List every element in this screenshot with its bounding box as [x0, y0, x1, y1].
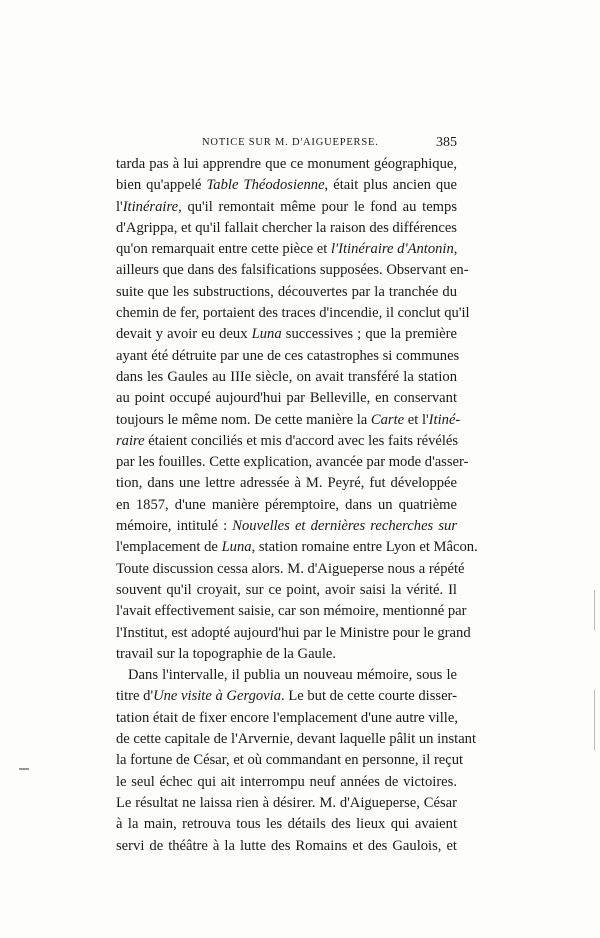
text-line: Toute discussion cessa alors. M. d'Aigueperse nous a répété: [116, 560, 465, 577]
text-line: Dans l'intervalle, il publia un nouveau mémoire, sous le: [128, 667, 457, 684]
text-line: dans les Gaules au IIIe siècle, on avait transféré la station: [116, 368, 457, 385]
running-title: NOTICE SUR M. D'AIGUEPERSE.: [202, 137, 379, 148]
text-line: ayant été détruite par une de ces catastrophes si communes: [116, 347, 460, 364]
text-line: tation était de fixer encore l'emplacement d'une autre ville,: [116, 709, 458, 726]
text-line: le seul échec qui ait interrompu neuf années de victoires.: [116, 773, 457, 790]
text-line: en 1857, d'une manière péremptoire, dans un quatrième: [116, 496, 457, 513]
text-line: ailleurs que dans des falsifications supposées. Observant en-: [116, 262, 469, 279]
text-line: l'emplacement de Luna, station romaine entre Lyon et Mâcon.: [116, 539, 478, 556]
page-number: 385: [436, 135, 457, 150]
text-line: Le résultat ne laissa rien à désirer. M. d'Aigueperse, César: [116, 794, 457, 811]
text-line: qu'on remarquait entre cette pièce et l'Itinéraire d'Antonin,: [116, 241, 458, 258]
text-line: l'avait effectivement saisie, car son mémoire, mentionné par: [116, 603, 467, 620]
body-text: [116, 154, 478, 857]
text-line: travail sur la topographie de la Gaule.: [116, 645, 337, 662]
running-head: [116, 137, 457, 153]
text-line: toujours le même nom. De cette manière la Carte et l'Itiné-: [116, 411, 461, 428]
text-line: au point occupé aujourd'hui par Belleville, en conservant: [116, 390, 457, 407]
text-line: chemin de fer, portaient des traces d'incendie, il conclut qu'il: [116, 305, 470, 322]
text-line: suite que les substructions, découvertes par la tranchée du: [116, 283, 457, 300]
text-line: devait y avoir eu deux Luna successives ; que la première: [116, 326, 457, 343]
text-line: titre d'Une visite à Gergovia. Le but de cette courte disser-: [116, 688, 457, 705]
page-edge-line: [594, 590, 595, 630]
text-line: par les fouilles. Cette explication, avancée par mode d'asser-: [116, 454, 469, 471]
text-line: tarda pas à lui apprendre que ce monument géographique,: [116, 156, 457, 172]
page-edge-line: [594, 690, 595, 750]
text-line: mémoire, intitulé : Nouvelles et dernières recherches sur: [116, 518, 457, 535]
text-line: servi de théâtre à la lutte des Romains et des Gaulois, et: [116, 837, 457, 854]
text-line: tion, dans une lettre adressée à M. Peyré, fut développée: [116, 475, 457, 492]
text-line: souvent qu'il croyait, sur ce point, avoir saisi la vérité. Il: [116, 581, 457, 598]
text-line: raire étaient conciliés et mis d'accord avec les faits révélés: [116, 432, 459, 449]
text-line: bien qu'appelé Table Théodosienne, était plus ancien que: [116, 177, 457, 194]
text-line: la fortune de César, et où commandant en personne, il reçut: [116, 752, 464, 769]
margin-mark: [19, 768, 29, 770]
text-line: à la main, retrouva tous les détails des lieux qui avaient: [116, 816, 457, 833]
text-line: de cette capitale de l'Arvernie, devant laquelle pâlit un instant: [116, 731, 477, 748]
text-line: l'Institut, est adopté aujourd'hui par le Ministre pour le grand: [116, 624, 471, 641]
text-line: l'Itinéraire, qu'il remontait même pour le fond au temps: [116, 198, 457, 215]
text-line: d'Agrippa, et qu'il fallait chercher la raison des différences: [116, 219, 457, 236]
